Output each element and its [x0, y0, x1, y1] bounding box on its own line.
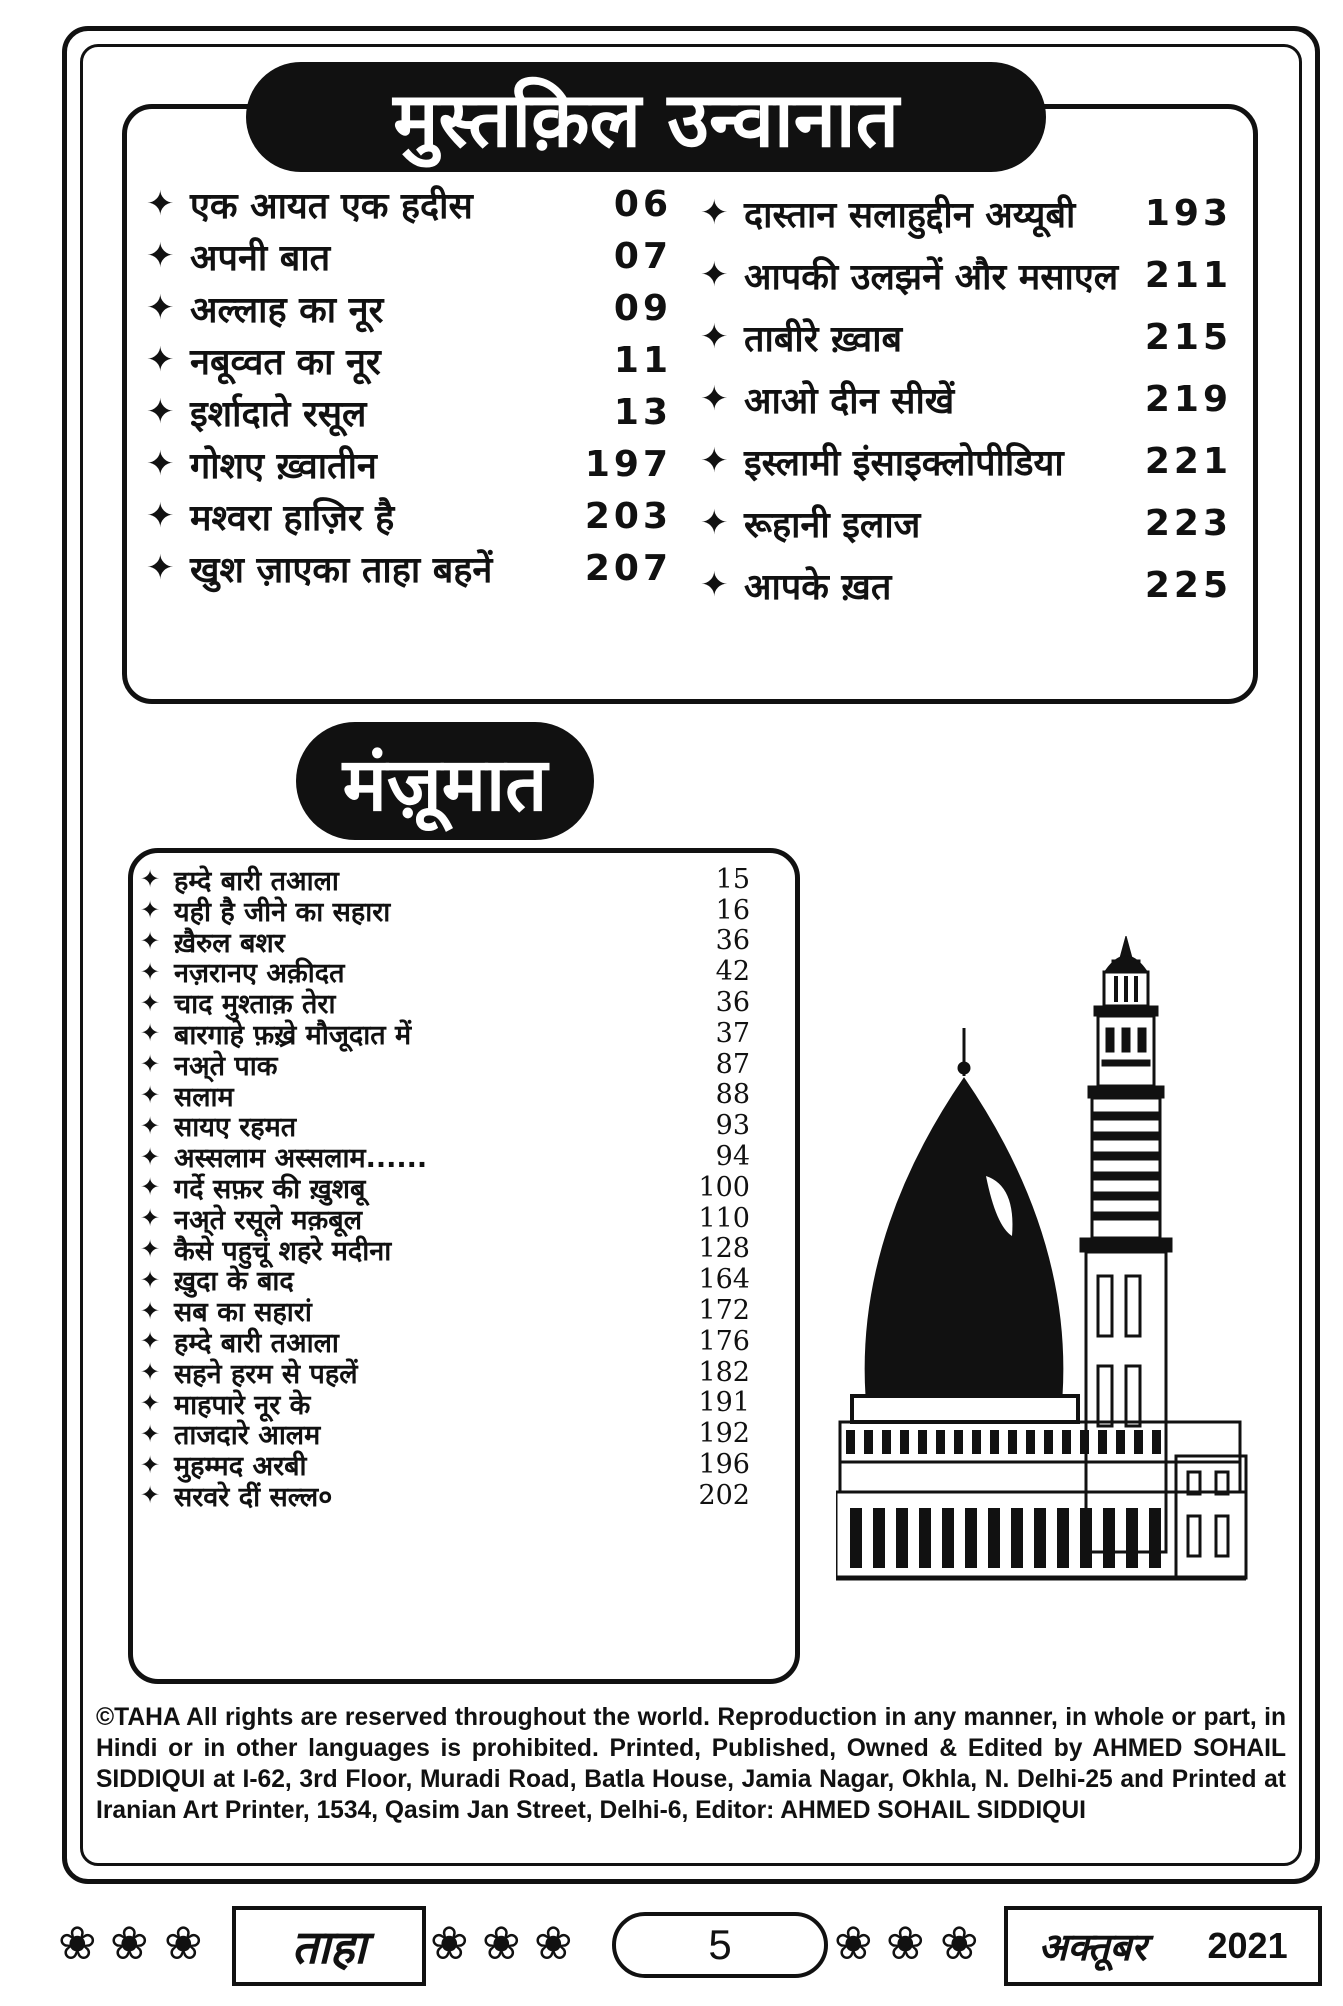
list-item [146, 386, 686, 438]
item-page-number: 172 [698, 1295, 750, 1327]
copyright-notice: ©TAHA All rights are reserved throughout the world. Reproduction in any manner, in whole or part, in Hindi or in other languages is prohibited. Printed, Published, Owned & Edited by AHMED SOHAIL SIDDIQUI at I-62, 3rd Floor, Muradi Road, Batla House, Jamia Nagar, Okhla, N. Delhi-25 and Printed at Iranian Art Printer, 1534, Qasim Jan Street, Delhi-6, Editor: AHMED SOHAIL SIDDIQUI [96, 1704, 1286, 1824]
diamond-star-icon: ✦ [146, 340, 175, 380]
item-page-number: 197 [584, 443, 672, 485]
list-item [140, 1295, 766, 1329]
diamond-star-icon: ✦ [140, 1265, 161, 1294]
page-number-box [612, 1912, 828, 1978]
list-item [700, 554, 1240, 616]
item-title: नबूव्वत का नूर [190, 341, 381, 383]
item-title: सहने हरम से पहलें [174, 1358, 358, 1390]
flower-icon: ❀ [430, 1916, 469, 1970]
flower-icon: ❀ [110, 1916, 149, 1970]
list-item [146, 490, 686, 542]
item-page-number: 06 [613, 183, 672, 225]
list-item [146, 438, 686, 490]
issue-month: अक्तूबर [1038, 1925, 1147, 1969]
regular-right-column [700, 182, 1240, 702]
diamond-star-icon: ✦ [146, 236, 175, 276]
item-title: सलाम [174, 1081, 234, 1113]
regular-left-column [146, 178, 686, 698]
regular-columns-heading: मुस्तक़िल उन्वानात [246, 62, 1046, 172]
minaret [1080, 936, 1172, 1552]
item-title: इस्लामी इंसाइक्लोपीडिया [744, 442, 1064, 484]
diamond-star-icon: ✦ [146, 444, 175, 484]
item-page-number: 203 [584, 495, 672, 537]
item-title: गर्दे सफ़र की ख़ुशबू [174, 1173, 366, 1205]
item-page-number: 225 [1144, 564, 1232, 606]
item-title: अपनी बात [190, 237, 331, 279]
item-page-number: 87 [715, 1048, 750, 1080]
diamond-star-icon: ✦ [140, 1296, 161, 1325]
item-title: सायए रहमत [174, 1112, 297, 1144]
item-page-number: 11 [613, 339, 672, 381]
mosque-illustration [836, 936, 1254, 1656]
list-item [146, 178, 686, 230]
list-item [140, 956, 766, 990]
item-title: मुहम्मद अरबी [174, 1451, 307, 1483]
page-footer [56, 1896, 1330, 1994]
flower-icon: ❀ [482, 1916, 521, 1970]
item-title: आपके ख़त [744, 566, 892, 608]
green-dome [852, 1028, 1078, 1422]
flower-icon: ❀ [58, 1916, 97, 1970]
diamond-star-icon: ✦ [140, 1019, 161, 1048]
diamond-star-icon: ✦ [700, 193, 729, 233]
list-item [140, 1172, 766, 1203]
flower-icon: ❀ [164, 1916, 203, 1970]
flower-icon: ❀ [940, 1916, 979, 1970]
item-title: आओ दीन सीखें [744, 380, 955, 422]
diamond-star-icon: ✦ [146, 496, 175, 536]
item-page-number: 164 [698, 1264, 750, 1296]
diamond-star-icon: ✦ [700, 565, 729, 605]
list-item [700, 368, 1240, 430]
item-page-number: 13 [613, 391, 672, 433]
item-title: माहपारे नूर के [174, 1389, 311, 1421]
item-title: ख़ुदा के बाद [174, 1266, 294, 1298]
item-page-number: 193 [1144, 192, 1232, 234]
diamond-star-icon: ✦ [140, 1142, 161, 1171]
diamond-star-icon: ✦ [140, 896, 161, 925]
list-item [140, 1449, 766, 1483]
diamond-star-icon: ✦ [146, 548, 175, 588]
list-item [700, 306, 1240, 368]
list-item [700, 182, 1240, 244]
diamond-star-icon: ✦ [140, 1327, 161, 1356]
item-page-number: 176 [698, 1325, 750, 1357]
item-title: ख़ैरुल बशर [174, 927, 285, 959]
page-number: 5 [708, 1921, 732, 1968]
side-building [1176, 1456, 1246, 1578]
list-item [140, 926, 766, 957]
item-title: चाद मुश्ताक़ तेरा [174, 989, 336, 1021]
list-item [140, 1234, 766, 1265]
item-page-number: 207 [584, 547, 672, 589]
item-title: यही है जीने का सहारा [174, 896, 391, 928]
diamond-star-icon: ✦ [146, 288, 175, 328]
list-item [140, 1018, 766, 1049]
item-title: आपकी उलझनें और मसाएल [744, 256, 1119, 298]
item-page-number: 100 [698, 1171, 750, 1203]
list-item [140, 1049, 766, 1080]
item-title: रूहानी इलाज [744, 504, 921, 546]
item-page-number: 128 [698, 1233, 750, 1265]
item-title: अल्लाह का नूर [190, 289, 384, 331]
item-page-number: 94 [715, 1141, 750, 1173]
list-item [140, 1418, 766, 1452]
issue-year: 2021 [1207, 1925, 1288, 1966]
item-page-number: 37 [715, 1017, 750, 1049]
diamond-star-icon: ✦ [146, 184, 175, 224]
item-page-number: 42 [715, 956, 750, 988]
poems-list [140, 864, 766, 1674]
list-item [146, 230, 686, 282]
diamond-star-icon: ✦ [700, 503, 729, 543]
item-title: गोशए ख़्वातीन [190, 445, 377, 487]
list-item [140, 1480, 766, 1511]
item-page-number: 221 [1144, 440, 1232, 482]
item-page-number: 211 [1144, 254, 1232, 296]
magazine-name: ताहा [291, 1920, 367, 1974]
item-title: हम्दे बारी तआला [174, 865, 339, 897]
list-item [700, 430, 1240, 492]
list-item [146, 282, 686, 334]
diamond-star-icon: ✦ [140, 1173, 161, 1202]
diamond-star-icon: ✦ [140, 957, 161, 986]
diamond-star-icon: ✦ [140, 1234, 161, 1263]
flower-icon: ❀ [834, 1916, 873, 1970]
item-page-number: 219 [1144, 378, 1232, 420]
diamond-star-icon: ✦ [140, 865, 161, 894]
diamond-star-icon: ✦ [700, 255, 729, 295]
item-page-number: 36 [715, 987, 750, 1019]
diamond-star-icon: ✦ [140, 1080, 161, 1109]
item-page-number: 196 [698, 1449, 750, 1481]
item-page-number: 15 [715, 863, 750, 895]
issue-date-box [1004, 1906, 1322, 1986]
diamond-star-icon: ✦ [146, 392, 175, 432]
diamond-star-icon: ✦ [140, 988, 161, 1017]
item-page-number: 88 [715, 1079, 750, 1111]
diamond-star-icon: ✦ [140, 1204, 161, 1233]
diamond-star-icon: ✦ [700, 441, 729, 481]
item-title: दास्तान सलाहुद्दीन अय्यूबी [744, 194, 1076, 236]
item-title: नज़रानए अक़ीदत [174, 958, 345, 990]
flower-icon: ❀ [534, 1916, 573, 1970]
item-title: सब का सहारां [174, 1297, 312, 1329]
item-page-number: 09 [613, 287, 672, 329]
item-title: इर्शादाते रसूल [190, 393, 367, 435]
diamond-star-icon: ✦ [140, 1388, 161, 1417]
list-item [140, 864, 766, 895]
item-title: एक आयत एक हदीस [190, 185, 473, 227]
list-item [140, 895, 766, 926]
item-page-number: 192 [698, 1418, 750, 1450]
list-item [140, 1141, 766, 1175]
item-page-number: 215 [1144, 316, 1232, 358]
item-title: खुश ज़ाएका ताहा बहनें [190, 549, 493, 591]
diamond-star-icon: ✦ [140, 1111, 161, 1140]
list-item [140, 1264, 766, 1298]
item-title: बारगाहे फ़ख़्रे मौजूदात में [174, 1019, 412, 1051]
list-item [140, 1357, 766, 1388]
list-item [140, 1326, 766, 1357]
diamond-star-icon: ✦ [140, 926, 161, 955]
item-page-number: 110 [698, 1202, 750, 1234]
list-item [146, 334, 686, 386]
item-page-number: 36 [715, 925, 750, 957]
item-title: नअ्ते पाक [174, 1050, 278, 1082]
list-item [700, 492, 1240, 554]
list-item [140, 1388, 766, 1419]
diamond-star-icon: ✦ [140, 1450, 161, 1479]
item-title: मश्वरा हाज़िर है [190, 497, 395, 539]
magazine-name-box [232, 1906, 426, 1986]
item-page-number: 223 [1144, 502, 1232, 544]
item-title: हम्दे बारी तआला [174, 1327, 339, 1359]
item-page-number: 191 [698, 1387, 750, 1419]
item-page-number: 202 [698, 1479, 750, 1511]
diamond-star-icon: ✦ [140, 1481, 161, 1510]
diamond-star-icon: ✦ [700, 317, 729, 357]
item-page-number: 182 [698, 1356, 750, 1388]
diamond-star-icon: ✦ [700, 379, 729, 419]
list-item [140, 987, 766, 1021]
diamond-star-icon: ✦ [140, 1050, 161, 1079]
item-title: नअ्ते रसूले मक़बूल [174, 1204, 363, 1236]
item-page-number: 16 [715, 894, 750, 926]
list-item [140, 1080, 766, 1111]
item-title: कैसे पहुचूं शहरे मदीना [174, 1235, 392, 1267]
item-title: अस्सलाम अस्सलाम...... [174, 1143, 428, 1175]
list-item [146, 542, 686, 594]
diamond-star-icon: ✦ [140, 1419, 161, 1448]
item-page-number: 07 [613, 235, 672, 277]
list-item [140, 1203, 766, 1234]
item-title: ताबीरे ख़्वाब [744, 318, 903, 360]
poems-heading: मंज़ूमात [296, 722, 594, 840]
diamond-star-icon: ✦ [140, 1358, 161, 1387]
item-title: ताजदारे आलम [174, 1420, 321, 1452]
item-title: सरवरे दीं सल्ल० [174, 1481, 333, 1513]
list-item [700, 244, 1240, 306]
item-page-number: 93 [715, 1110, 750, 1142]
list-item [140, 1110, 766, 1144]
flower-icon: ❀ [886, 1916, 925, 1970]
